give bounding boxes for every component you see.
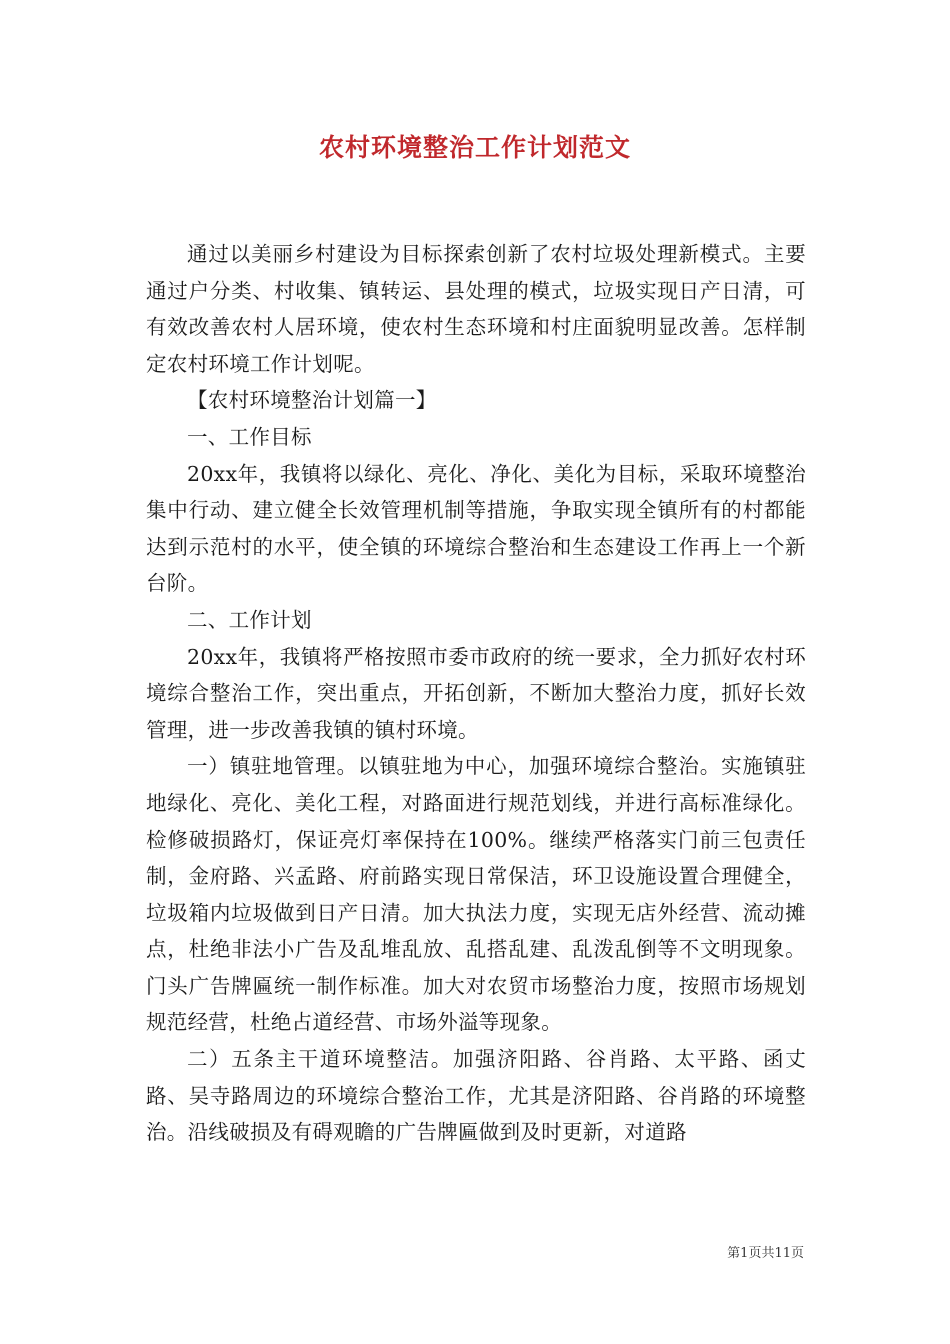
paragraph-intro: 通过以美丽乡村建设为目标探索创新了农村垃圾处理新模式。主要通过户分类、村收集、镇转运、县处理的模式，垃圾实现日产日清，可有效改善农村人居环境，使农村生态环境和村庄面貌明显改善。怎样制定农村环境工作计划呢。	[146, 242, 806, 376]
document-body	[146, 236, 806, 1151]
page-number: 第1页共11页	[727, 1246, 804, 1261]
page-title: 农村环境整治工作计划范文	[318, 133, 631, 162]
paragraph-plan: 20xx年，我镇将严格按照市委市政府的统一要求，全力抓好农村环境综合整治工作，突出重点，开拓创新，不断加大整治力度，抓好长效管理，进一步改善我镇的镇村环境。	[146, 644, 806, 742]
subheading-plan: 二、工作计划	[187, 607, 312, 632]
paragraph-goals: 20xx年，我镇将以绿化、亮化、净化、美化为目标，采取环境整治集中行动、建立健全长效管理机制等措施，争取实现全镇所有的村都能达到示范村的水平，使全镇的环境综合整治和生态建设工作再上一个新台阶。	[146, 461, 806, 596]
subheading-goals: 一、工作目标	[187, 424, 312, 449]
section-heading: 【农村环境整治计划篇一】	[187, 388, 437, 413]
paragraph-town-management: 一）镇驻地管理。以镇驻地为中心，加强环境综合整治。实施镇驻地绿化、亮化、美化工程，对路面进行规范划线，并进行高标准绿化。检修破损路灯，保证亮灯率保持在100%。继续严格落实门前三包责任制，金府路、兴孟路、府前路实现日常保洁，环卫设施设置合理健全，垃圾箱内垃圾做到日产日清。加大执法力度，实现无店外经营、流动摊点，杜绝非法小广告及乱堆乱放、乱搭乱建、乱泼乱倒等不文明现象。门头广告牌匾统一制作标准。加大对农贸市场整治力度，按照市场规划规范经营，杜绝占道经营、市场外溢等现象。	[146, 754, 806, 1035]
paragraph-main-roads: 二）五条主干道环境整洁。加强济阳路、谷肖路、太平路、函丈路、吴寺路周边的环境综合整治工作，尤其是济阳路、谷肖路的环境整治。沿线破损及有碍观瞻的广告牌匾做到及时更新，对道路	[146, 1047, 806, 1145]
